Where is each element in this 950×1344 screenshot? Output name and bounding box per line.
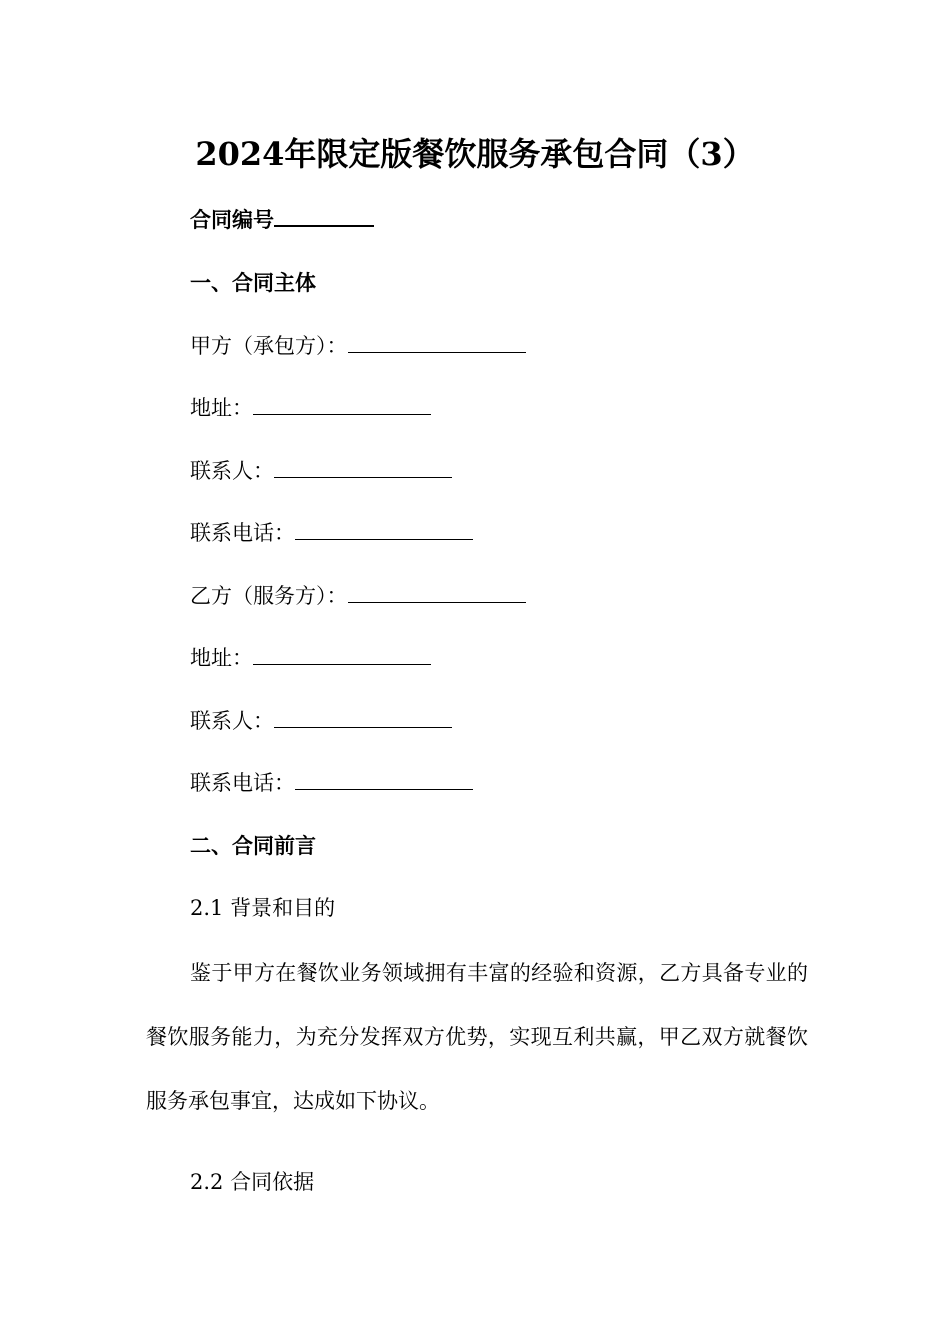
sub1-body: 鉴于甲方在餐饮业务领域拥有丰富的经验和资源，乙方具备专业的餐饮服务能力，为充分发挥双方优势，实现互利共赢，甲乙双方就餐饮服务承包事宜，达成如下协议。	[146, 961, 808, 1113]
section2-heading: 二、合同前言	[190, 833, 316, 858]
party-b-contact-blank[interactable]	[274, 707, 452, 728]
contract-number-line	[190, 205, 374, 235]
sub2-title: 2.2 合同依据	[190, 1170, 315, 1194]
contract-number-label: 合同编号	[190, 207, 274, 232]
party-b-phone-blank[interactable]	[295, 769, 473, 790]
party-b-contact-label: 联系人：	[190, 709, 274, 733]
party-a-contact-line	[190, 456, 452, 486]
party-a-line	[190, 331, 526, 361]
party-b-blank[interactable]	[348, 582, 526, 603]
party-a-phone-line	[190, 518, 473, 548]
party-a-contact-label: 联系人：	[190, 459, 274, 483]
party-b-phone-label: 联系电话：	[190, 771, 295, 795]
party-b-address-line	[190, 643, 431, 673]
party-b-label: 乙方（服务方）：	[190, 584, 348, 608]
party-b-phone-line	[190, 768, 473, 798]
sub1-title: 2.1 背景和目的	[190, 896, 336, 920]
party-a-address-label: 地址：	[190, 396, 253, 420]
party-b-address-blank[interactable]	[253, 644, 431, 665]
party-a-blank[interactable]	[348, 332, 526, 353]
party-b-contact-line	[190, 706, 452, 736]
party-a-phone-label: 联系电话：	[190, 521, 295, 545]
document-title: 2024年限定版餐饮服务承包合同（3）	[195, 135, 755, 173]
party-a-contact-blank[interactable]	[274, 457, 452, 478]
section1-heading: 一、合同主体	[190, 270, 316, 295]
party-a-label: 甲方（承包方）：	[190, 334, 348, 358]
party-a-address-blank[interactable]	[253, 394, 431, 415]
party-a-phone-blank[interactable]	[295, 519, 473, 540]
contract-number-blank[interactable]	[274, 205, 374, 227]
party-b-line	[190, 581, 526, 611]
party-a-address-line	[190, 393, 431, 423]
party-b-address-label: 地址：	[190, 646, 253, 670]
